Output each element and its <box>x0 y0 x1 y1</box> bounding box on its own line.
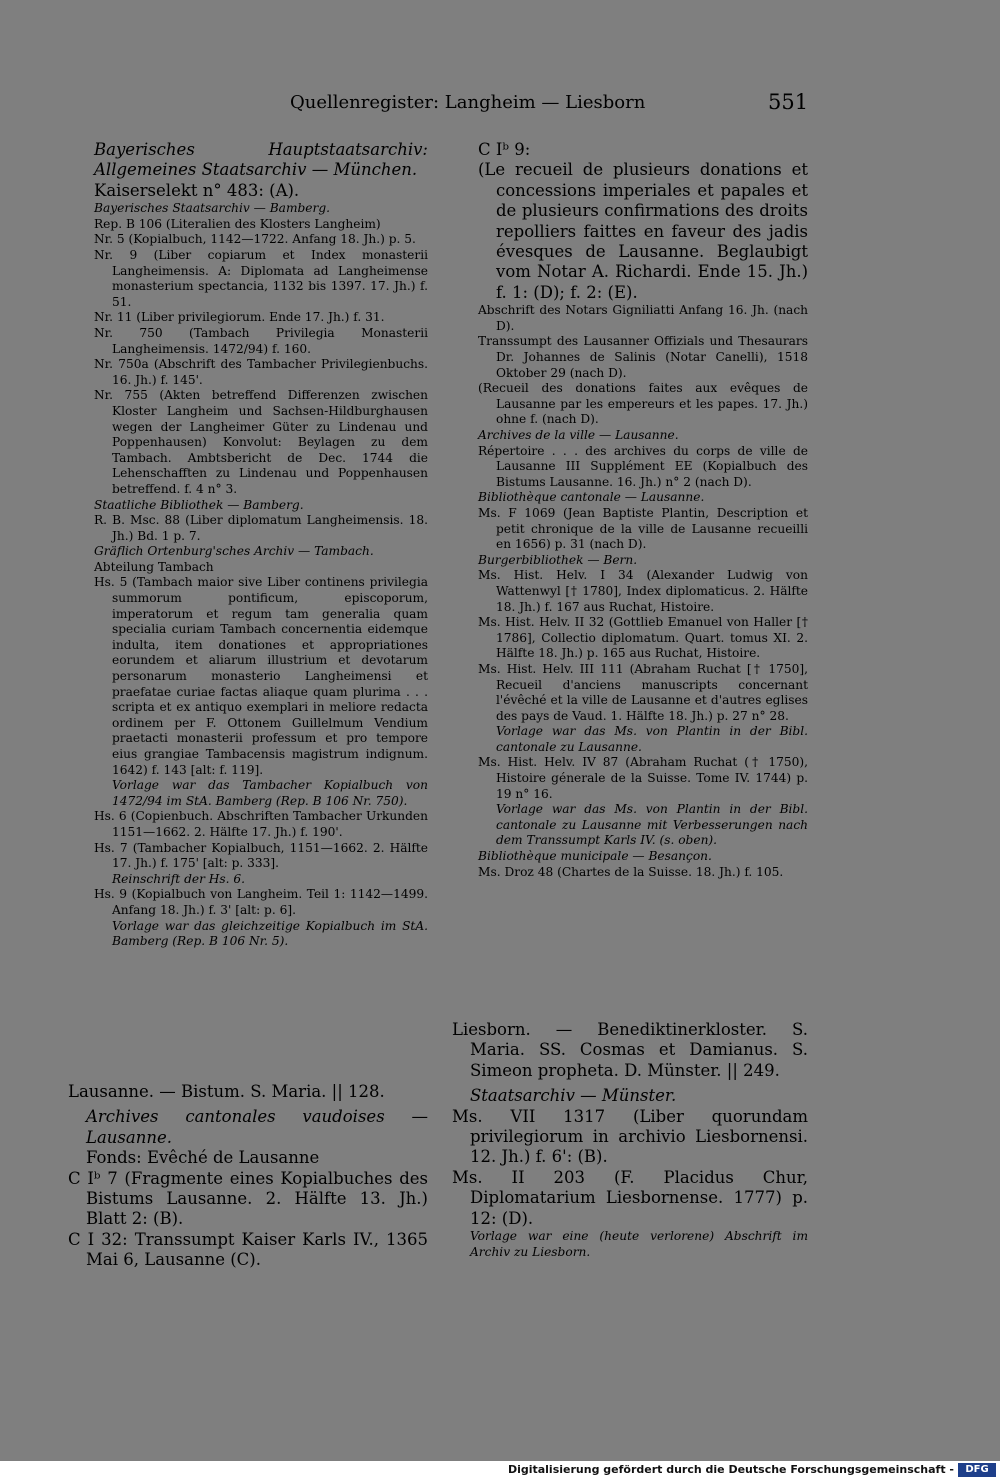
register-entry: Hs. 9 (Kopialbuch von Langheim. Teil 1: 1142—1499. Anfang 18. Jh.) f. 3' [alt: p. 6]. <box>94 887 428 917</box>
running-head <box>0 92 1000 118</box>
register-entry: Fonds: Evêché de Lausanne <box>86 1148 320 1168</box>
register-entry: Ms. II 203 (F. Placidus Chur, Diplomatarium Liesbornense. 1777) p. 12: (D). <box>452 1167 808 1228</box>
register-entry: Ms. Hist. Helv. I 34 (Alexander Ludwig von Wattenwyl [† 1780], Index diplomaticus. 2. Hälfte 18. Jh.) f. 167 aus Ruchat, Histoire. <box>478 568 808 614</box>
archive-heading: Vorlage war eine (heute verlorene) Abschrift im Archiv zu Liesborn. <box>470 1229 808 1259</box>
register-entry: Transsumpt des Lausanner Offizials und Thesaurars Dr. Johannes de Salinis (Notar Canelli), 1518 Oktober 29 (nach D). <box>478 334 808 380</box>
archive-heading: Archives cantonales vaudoises — Lausanne. <box>86 1107 428 1147</box>
archive-heading: Bayerisches Hauptstaatsarchiv: Allgemeines Staatsarchiv — München. <box>94 140 428 180</box>
footer-bar <box>0 1461 1000 1481</box>
archive-heading: Bayerisches Staatsarchiv — Bamberg. <box>94 201 331 216</box>
register-entry: Liesborn. — Benediktinerkloster. S. Maria. SS. Cosmas et Damianus. S. Simeon propheta. D. Münster. || 249. <box>452 1020 808 1080</box>
archive-heading: Staatsarchiv — Münster. <box>470 1086 677 1106</box>
archive-heading: Burgerbibliothek — Bern. <box>478 552 638 567</box>
register-entry: Abteilung Tambach <box>94 559 214 574</box>
archive-heading: Bibliothèque municipale — Besançon. <box>478 849 712 864</box>
register-entry: (Le recueil de plusieurs donations et concessions imperiales et papales et de plusieurs confirmations des droits repolliers faittes en faveur des jadis évesques de Lausanne. Beglaubigt vom Notar A. Richardi. Ende 15. Jh.) f. 1: (D); f. 2: (E). <box>478 160 808 302</box>
register-entry: Hs. 5 (Tambach maior sive Liber continens privilegia summorum pontificum, episcoporum, imperatorum et regum tam generalia quam specialia curiam Tambach concernentia eidemque indulta, item donationes et appropriationes eorundem et aliarum illustrium et devotarum personarum monasterio Langheimensi et praefatae curiae factas aliaque quam plurima . . . scripta et ex antiquo exemplari in meliore redacta ordinem per F. Ottonem Guillelmum Vendium praetacti monasterii professum et pro tempore eius grangiae Tambacensis magistrum indignum. 1642) f. 143 [alt: f. 119]. <box>94 575 428 777</box>
register-entry: R. B. Msc. 88 (Liber diplomatum Langheimensis. 18. Jh.) Bd. 1 p. 7. <box>94 513 428 543</box>
right-column-liesborn <box>452 1020 808 1260</box>
register-entry: Hs. 7 (Tambacher Kopialbuch, 1151—1662. 2. Hälfte 17. Jh.) f. 175' [alt: p. 333]. <box>94 840 428 871</box>
register-entry: Répertoire . . . des archives du corps de ville de Lausanne III Supplément EE (Kopialbuch des Bistums Lausanne. 16. Jh.) n° 2 (nach D). <box>478 443 808 489</box>
archive-heading: Gräflich Ortenburg'sches Archiv — Tambach. <box>94 544 374 559</box>
register-entry: Abschrift des Notars Gigniliatti Anfang 16. Jh. (nach D). <box>478 303 808 333</box>
archive-heading: Vorlage war das gleichzeitige Kopialbuch im StA. Bamberg (Rep. B 106 Nr. 5). <box>112 918 428 949</box>
register-entry: Nr. 755 (Akten betreffend Differenzen zwischen Kloster Langheim und Sachsen-Hildburghausen wegen der Langheimer Güter zu Lindenau und Poppenhausen) Konvolut: Beylagen zu dem Tambach. Ambtsbericht de Dec. 1744 die Lehenschafften zu Lindenau und Poppenhausen betreffend. f. 4 n° 3. <box>94 388 428 496</box>
archive-heading: Reinschrift der Hs. 6. <box>112 871 246 886</box>
archive-heading: Archives de la ville — Lausanne. <box>478 428 679 442</box>
archive-heading: Vorlage war das Ms. von Plantin in der Bibl. cantonale zu Lausanne. <box>496 724 808 754</box>
register-entry: Kaiserselekt n° 483: (A). <box>94 180 300 200</box>
register-entry: Rep. B 106 (Literalien des Klosters Langheim) <box>94 216 381 231</box>
archive-heading: Staatliche Bibliothek — Bamberg. <box>94 497 304 512</box>
register-entry: Ms. F 1069 (Jean Baptiste Plantin, Description et petit chronique de la ville de Lausanne recueilli en 1656) p. 31 (nach D). <box>478 505 808 552</box>
register-entry: Nr. 750 (Tambach Privilegia Monasterii Langheimensis. 1472/94) f. 160. <box>94 325 428 356</box>
register-entry: Nr. 9 (Liber copiarum et Index monasterii Langheimensis. A: Diplomata ad Langheimense monasterium spectancia, 1132 bis 1397. 17. Jh.) f. 51. <box>94 248 428 309</box>
register-entry: Nr. 750a (Abschrift des Tambacher Privilegienbuchs. 16. Jh.) f. 145'. <box>94 357 428 387</box>
register-entry: (Recueil des donations faites aux evêques de Lausanne par les empereurs et les papes. 17. Jh.) ohne f. (nach D). <box>478 381 808 427</box>
page-number: 551 <box>768 90 809 114</box>
register-entry: Nr. 11 (Liber privilegiorum. Ende 17. Jh.) f. 31. <box>94 310 385 325</box>
dfg-logo: DFG <box>958 1463 996 1477</box>
register-entry: C Iᵇ 9: <box>478 140 531 159</box>
register-entry: Nr. 5 (Kopialbuch, 1142—1722. Anfang 18. Jh.) p. 5. <box>94 232 416 247</box>
left-column-lausanne <box>68 1082 428 1271</box>
register-entry: Ms. Droz 48 (Chartes de la Suisse. 18. Jh.) f. 105. <box>478 864 784 879</box>
left-column <box>94 140 428 950</box>
register-entry: C Iᵇ 7 (Fragmente eines Kopialbuches des Bistums Lausanne. 2. Hälfte 13. Jh.) Blatt 2: (B). <box>68 1168 428 1229</box>
register-entry: Ms. Hist. Helv. II 32 (Gottlieb Emanuel von Haller [† 1786], Collectio diplomatum. Quart. tomus XI. 2. Hälfte 18. Jh.) p. 165 aus Ruchat, Histoire. <box>478 615 808 661</box>
running-head-title: Quellenregister: Langheim — Liesborn <box>290 92 646 113</box>
register-entry: C I 32: Transsumpt Kaiser Karls IV., 1365 Mai 6, Lausanne (C). <box>68 1229 428 1270</box>
register-entry: Ms. Hist. Helv. IV 87 (Abraham Ruchat († 1750), Histoire génerale de la Suisse. Tome IV. 1744) p. 19 n° 16. <box>478 755 808 801</box>
register-entry: Ms. Hist. Helv. III 111 (Abraham Ruchat [† 1750], Recueil d'anciens manuscripts concernant l'évêché et la ville de Lausanne et d'autres eglises des pays de Vaud. 1. Hälfte 18. Jh.) p. 27 n° 28. <box>478 661 808 723</box>
register-entry: Lausanne. — Bistum. S. Maria. || 128. <box>68 1082 385 1101</box>
right-column <box>478 140 808 880</box>
archive-heading: Vorlage war das Ms. von Plantin in der Bibl. cantonale zu Lausanne mit Verbesserungen nach dem Transsumpt Karls IV. (s. oben). <box>496 802 808 848</box>
archive-heading: Vorlage war das Tambacher Kopialbuch von 1472/94 im StA. Bamberg (Rep. B 106 Nr. 750). <box>112 778 428 808</box>
register-entry: Hs. 6 (Copienbuch. Abschriften Tambacher Urkunden 1151—1662. 2. Hälfte 17. Jh.) f. 190'. <box>94 809 428 839</box>
archive-heading: Bibliothèque cantonale — Lausanne. <box>478 490 705 505</box>
footer-credit: Digitalisierung gefördert durch die Deutsche Forschungsgemeinschaft - <box>507 1463 954 1476</box>
register-entry: Ms. VII 1317 (Liber quorundam privilegiorum in archivio Liesbornensi. 12. Jh.) f. 6': (B). <box>452 1106 808 1167</box>
